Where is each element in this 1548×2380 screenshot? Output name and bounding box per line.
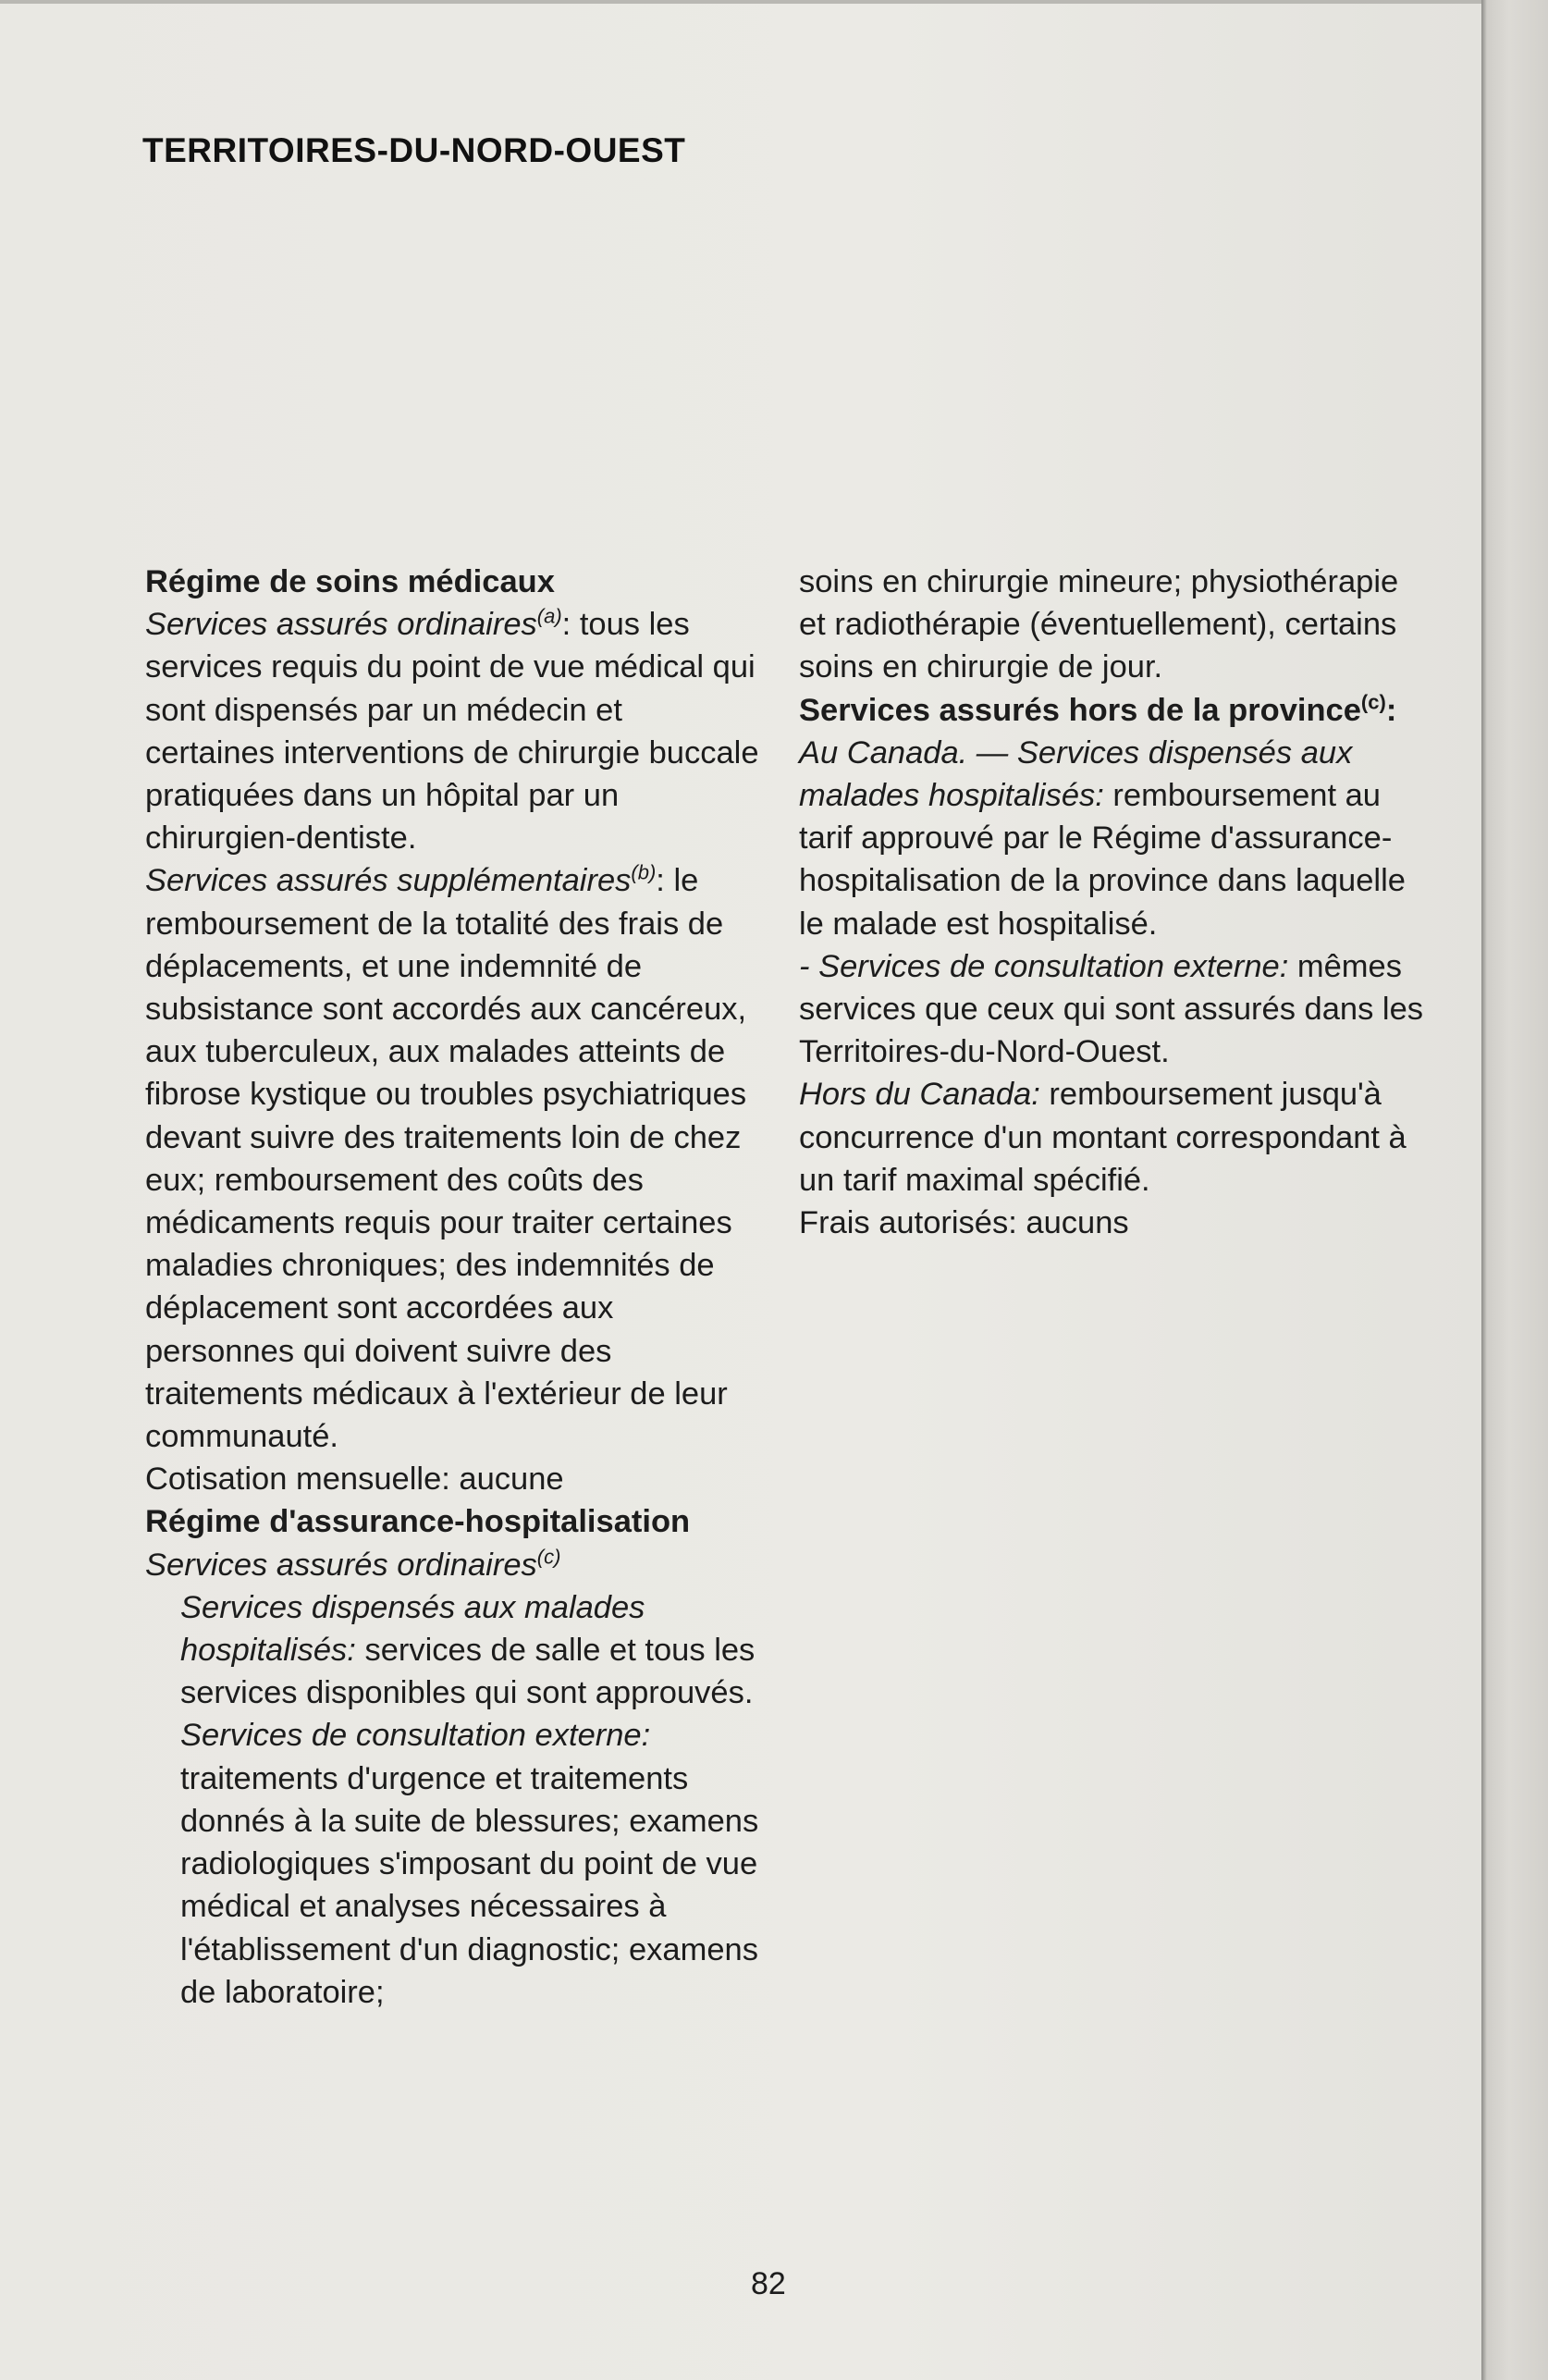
right-column xyxy=(799,561,1428,1244)
monthly-premium: Cotisation mensuelle: aucune xyxy=(145,1461,564,1498)
label-outpatient: Services de consultation externe: xyxy=(180,1718,651,1754)
label-hospital-ordinary: Services assurés ordinaires xyxy=(145,1547,537,1583)
paragraph-hospital-ordinary xyxy=(145,1544,760,1586)
paragraph-outside-canada xyxy=(799,1073,1428,1202)
page-edge xyxy=(1481,0,1548,2380)
label-ordinary-services: Services assurés ordinaires xyxy=(145,607,537,643)
label-outside-canada: Hors du Canada: xyxy=(799,1077,1040,1113)
section-heading-out-of-province xyxy=(799,689,1428,732)
footnote-marker: (b) xyxy=(631,860,657,884)
text-outside-canada: remboursement jusqu'à concurrence d'un montant correspondant à un tarif maximal spécifié. xyxy=(799,1077,1407,1198)
text-ordinary-services: : tous les services requis du point de vue médical qui sont dispensés par un médecin et certaines interventions de chirurgie buccale pratiquées dans un hôpital par un chirurgien-dentiste. xyxy=(145,607,759,857)
paragraph-in-canada xyxy=(799,732,1428,945)
paragraph-outpatient xyxy=(145,1714,760,2013)
label-supplementary-services: Services assurés supplémentaires xyxy=(145,863,632,899)
section-heading-hospital: Régime d'assurance-hospitalisation xyxy=(145,1504,691,1540)
page-title: TERRITOIRES-DU-NORD-OUEST xyxy=(142,131,686,169)
heading-out-of-province-text: Services assurés hors de la province xyxy=(799,692,1361,728)
footnote-marker: (c) xyxy=(1360,690,1386,714)
label-in-canada: Au Canada. — Services dispensés aux malades hospitalisés: xyxy=(799,734,1353,814)
text-external-consultation: mêmes services que ceux qui sont assurés dans les Territoires-du-Nord-Ouest. xyxy=(799,948,1424,1070)
section-heading-medical: Régime de soins médicaux xyxy=(145,564,555,599)
text-outpatient: traitements d'urgence et traitements donnés à la suite de blessures; examens radiologiques s'imposant du point de vue médical et analyses nécessaires à l'établissement d'un diagnostic; examens de laboratoire; xyxy=(180,1760,759,2010)
authorized-fees: Frais autorisés: aucuns xyxy=(799,1205,1129,1241)
footnote-marker: (c) xyxy=(536,1545,561,1569)
text-supplementary-services: : le remboursement de la totalité des frais de déplacements, et une indemnité de subsistance sont accordés aux cancéreux, aux tuberculeux, aux malades atteints de fibrose kystique ou troubles psychiatriques devant suivre des traitements loin de chez eux; remboursement des coûts des médicaments requis pour traiter certaines maladies chroniques; des indemnités de déplacement sont accordées aux personnes qui doivent suivre des traitements médicaux à l'extérieur de leur communauté. xyxy=(145,863,747,1455)
paragraph-continuation: soins en chirurgie mineure; physiothérapie et radiothérapie (éventuellement), certains soins en chirurgie de jour. xyxy=(799,564,1399,685)
top-rule xyxy=(0,0,1481,4)
left-column xyxy=(145,561,760,2014)
label-external-consultation: - Services de consultation externe: xyxy=(799,948,1289,984)
paragraph-inpatient xyxy=(145,1586,760,1715)
label-inpatient: Services dispensés aux malades hospitalisés: xyxy=(180,1589,645,1669)
text-inpatient: services de salle et tous les services disponibles qui sont approuvés. xyxy=(180,1633,756,1711)
paragraph-supplementary-services xyxy=(145,859,760,1458)
paragraph-ordinary-services xyxy=(145,603,760,859)
footnote-marker: (a) xyxy=(536,604,562,628)
heading-colon: : xyxy=(1385,692,1397,728)
text-in-canada: remboursement au tarif approuvé par le Régime d'assurance-hospitalisation de la province dans laquelle le malade est hospitalisé. xyxy=(799,778,1406,942)
paragraph-external-consultation xyxy=(799,945,1428,1074)
page-number: 82 xyxy=(751,2266,786,2301)
